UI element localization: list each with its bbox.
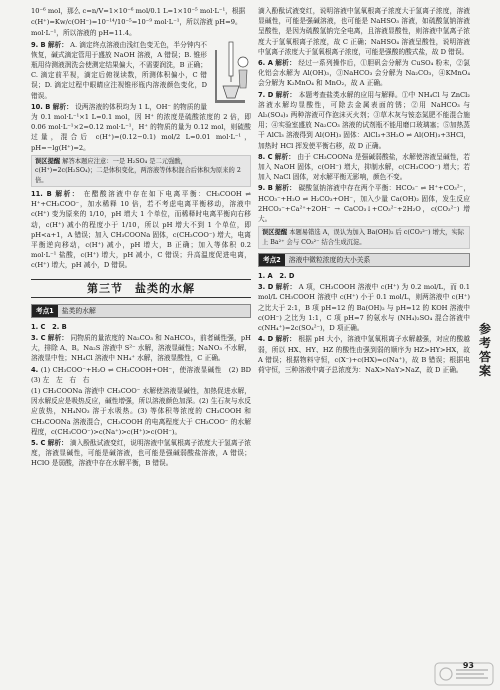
calc-line: c(H⁺)=Kw/c(OH⁻)=10⁻¹⁴/10⁻⁵=10⁻⁹ mol·L⁻¹，所以溶液 pH=9。 xyxy=(31,18,242,27)
question-4-detail: (1) CH₃COONa 溶液中 CH₃COO⁻ 水解使溶液显碱性，加热促进水解，因水解反应是吸热反应，碱性增强，所以溶液颜色加深。(2) 生石灰与水反应放热，NH₄NO₃ 溶于水吸热。(3) 等体积等浓度的 CH₃COOH 和 CH₃COONa 溶液混合，CH₃COOH 的电离程度大于 CH₃COO⁻ 的水解程度，c(CH₃COO⁻)>c(Na⁺)>c(H⁺)>c(OH⁻)。 xyxy=(31,386,251,436)
question-3 xyxy=(31,333,251,364)
question-number: 7. D xyxy=(258,90,274,99)
hint-label: 误区提醒 xyxy=(262,229,288,237)
side-tab-answers: 参考答案 xyxy=(478,322,491,378)
question-number: 8. C xyxy=(258,152,273,161)
question-number: 9. B xyxy=(31,40,46,49)
question-number: 3. C xyxy=(31,333,46,342)
question-4 xyxy=(258,334,470,375)
analysis-tag: 解析： xyxy=(52,102,73,111)
section-title: 第三节 盐类的水解 xyxy=(31,279,251,298)
analysis-tag: 解析： xyxy=(274,152,296,161)
analysis-tag: 解析： xyxy=(275,283,297,292)
answer-text: (1) CH₃COO⁻+H₂O ⇌ CH₃COOH+OH⁻，使溶液显碱性 (2) BD (3) 左 左 右 右 xyxy=(31,365,258,384)
question-3 xyxy=(258,282,470,333)
calc-line: mol·L⁻¹，所以溶液的 pH=11.4。 xyxy=(31,29,136,38)
analysis-tag: 解析： xyxy=(275,90,297,99)
question-9 xyxy=(258,183,470,224)
right-column xyxy=(258,6,470,376)
analysis-tag: 解析： xyxy=(47,40,68,49)
watermark-logo-icon xyxy=(434,662,494,686)
analysis-text: 设两溶液的体积均为 1 L，OH⁻ 的物质的量为 0.1 mol·L⁻¹×1 L=0.1 mol，因 H⁺ 的浓度是硫酸浓度的 2 倍，即 0.06 mol·L⁻¹×2=0.12 mol·L⁻¹，H⁺ 的物质的量为 0.12 mol，则硫酸过量，混合后 c(H⁺)=(0.12−0.1) mol/2 L=0.01 mol·L⁻¹，pH=−lg(H⁺)=2。 xyxy=(31,102,251,152)
question-4 xyxy=(31,365,258,385)
knowledge-point-label: 考点1 xyxy=(32,305,58,317)
question-11 xyxy=(31,189,251,271)
question-7 xyxy=(258,90,470,151)
question-number: 11. B xyxy=(31,190,52,199)
hint-text: 解答本题应注意：一是 H₂SO₄ 是二元强酸，c(H⁺)=2c(H₂SO₄)；二是体积变化，两溶液等体积混合后体积为原来的 2 倍。 xyxy=(35,157,241,184)
error-hint-box xyxy=(258,226,470,249)
question-9 xyxy=(31,40,251,101)
knowledge-point-bar xyxy=(258,253,470,267)
error-hint-box xyxy=(31,155,251,187)
hint-label: 误区提醒 xyxy=(35,157,61,165)
analysis-text: 根据 pH 大小，溶液中氢氧根离子水解越强，对应的酸越弱，所以 HX、HY、HZ 的酸性由强到弱的顺序为 HZ>HY>HX，故 A 错误；根据物料守恒，c(X⁻)+c(HX)=c(Na⁺)，故 B 错误；根据电荷守恒，三种溶液中离子总浓度为：NaX>NaY>NaZ，故 D 正确。 xyxy=(258,335,470,374)
analysis-tag: 解析： xyxy=(47,438,68,447)
analysis-text: 经过一系列操作后，①胆矾会分解为 CuSO₄ 粉末，②氯化铝会水解为 Al(OH)₃，③NaHCO₃ 会分解为 Na₂CO₃，④KMnO₄ 会分解为 K₂MnO₄ 和 MnO₂，故 A 正确。 xyxy=(258,59,470,88)
analysis-tag: 解析： xyxy=(275,335,297,344)
analysis-text: A 项，CH₃COOH 溶液中 c(H⁺) 为 0.2 mol/L，而 0.1 mol/L CH₃COOH 溶液中 c(H⁺) 小于 0.1 mol/L，则两溶液中 c(H⁺) 之比大于 2:1，B 项 pH=12 的 Ba(OH)₂ 与 pH=12 的 KOH 溶液中 c(OH⁻) 之比为 1:1，C 项 pH=7 的氨水与 (NH₄)₂SO₄ 混合溶液中 c(NH₄⁺)=2c(SO₄²⁻)，D 项正确。 xyxy=(258,283,470,333)
question-number: 4. xyxy=(31,365,39,374)
answer-line: 1. C 2. B xyxy=(31,322,67,331)
question-number: 9. B xyxy=(258,184,273,193)
left-column xyxy=(31,6,258,470)
question-8 xyxy=(258,152,470,183)
analysis-text: 同物质的量浓度的 Na₂CO₃ 和 NaHCO₃，前者碱性强，pH 大，排除 A、B。Na₂S 溶液中 S²⁻ 水解，溶液显碱性；NaNO₃ 不水解，溶液显中性；NH₄Cl 溶液中 NH₄⁺ 水解，溶液显酸性，C 正确。 xyxy=(31,333,251,363)
analysis-text: 碳酸氢钠溶液中存在两个平衡：HCO₃⁻ ⇌ H⁺+CO₃²⁻，HCO₃⁻+H₂O ⇌ H₂CO₃+OH⁻，加入少量 Ca(OH)₂ 固体，发生反应 2HCO₃⁻+Ca²⁺+2OH⁻ → CaCO₃↓+CO₃²⁻+2H₂O，c(CO₃²⁻) 增大。 xyxy=(258,184,471,224)
question-number: 10. B xyxy=(31,102,51,111)
continued-text: 滴入酚酞试液变红，说明溶液中氢氧根离子浓度大于氢离子浓度，溶液显碱性，可能是强碱溶液，也可能是 NaHSO₃ 溶液，如硫酸氢钠溶液呈酸性，是因为硫酸氢钠完全电离，且溶液显酸性，则溶液中氢离子浓度大于氢氧根离子浓度，故 C 正确；NaHSO₄ 溶液呈酸性，说明溶液中氢离子浓度大于氢氧根离子浓度，可能是强酸的酸式盐，故 D 错误。 xyxy=(258,7,470,56)
answer-line: 1. A 2. D xyxy=(258,272,295,281)
analysis-tag: 解析： xyxy=(275,59,296,68)
calc-line: 10⁻⁶ mol，那么 c=n/V=1×10⁻⁶ mol/0.1 L=1×10⁻⁵ mol·L⁻¹，根据 xyxy=(31,7,246,15)
analysis-text: 本题考查盐类水解的应用与解释。①中 NH₄Cl 与 ZnCl₂ 溶液水解均显酸性，可除去金属表面的锈；②用 NaHCO₃ 与 Al₂(SO₄)₃ 两种溶液可作泡沫灭火剂；③草木灰与铵态氮肥不能混合施用；④实验室盛放 Na₂CO₃ 溶液的试剂瓶不能用磨口玻璃塞；⑤加热蒸干 AlCl₃ 溶液得到 Al(OH)₃ 固体：AlCl₃+3H₂O ⇌ Al(OH)₃+3HCl，加热时 HCl 挥发使平衡右移，故 D 正确。 xyxy=(258,90,470,150)
question-number: 3. D xyxy=(258,283,274,292)
question-number: 6. A xyxy=(258,59,273,68)
analysis-text: 滴入酚酞试液变红，说明溶液中氢氧根离子浓度大于氢离子浓度，溶液显碱性，可能是碱溶液，也可能是强碱弱酸盐溶液，A 错误；HClO 是弱酸，溶液中存在水解平衡，B 错误。 xyxy=(31,438,251,468)
knowledge-point-label: 考点2 xyxy=(259,254,285,266)
question-5 xyxy=(31,438,251,469)
titration-figure-icon xyxy=(211,40,251,106)
question-number: 5. C xyxy=(31,438,46,447)
question-10 xyxy=(31,102,251,153)
analysis-text: 由于 CH₃COONa 是强碱弱酸盐，水解使溶液呈碱性，若加入 NaOH 固体，c(OH⁻) 增大，抑制水解，c(CH₃COO⁻) 增大；若加入 NaCl 固体，对水解平衡无影响，颜色不变。 xyxy=(258,152,470,182)
knowledge-point-title: 溶液中微粒浓度的大小关系 xyxy=(288,255,371,264)
question-6 xyxy=(258,58,470,89)
analysis-tag: 解析： xyxy=(47,333,69,342)
analysis-text: A. 滴定终点溶液由浅红色变无色，半分钟内不恢复，碱式滴定管用于盛放 NaOH 溶液，A 错误；B. 锥形瓶用待测液润洗会使测定结果偏大，不需要润洗，B 正确；C. 滴定前平视，滴定后俯视读数，所测体积偏小，C 错误；D. 滴定过程中眼睛应注视锥形瓶内溶液颜色变化，D 错误。 xyxy=(31,40,207,100)
knowledge-point-title: 盐类的水解 xyxy=(61,306,96,315)
hint-text: 本题易错选 A，误认为加入 Ba(OH)₂ 后 c(CO₃²⁻) 增大，实际上 Ba²⁺ 会与 CO₃²⁻ 结合生成沉淀。 xyxy=(262,229,465,246)
knowledge-point-bar xyxy=(31,304,251,318)
analysis-tag: 解析： xyxy=(55,190,80,199)
analysis-text: 在醋酸溶液中存在如下电离平衡：CH₃COOH ⇌ H⁺+CH₃COO⁻，加水稀释 10 倍，若不考虑电离平衡移动，溶液中 c(H⁺) 变为原来的 1/10，pH 增大 1 个单位，而稀释时电离平衡向右移动，c(H⁺) 减小的程度小于 1/10，所以 pH 增大不到 1 个单位，即 pH<a+1，A 错误；加入 CH₃COONa 固体，c(CH₃COO⁻) 增大，电离平衡逆向移动，c(H⁺) 减小，pH 增大，B 正确；加入等体积 0.2 mol·L⁻¹ 盐酸，c(H⁺) 增大，pH 减小，C 错误；升高温度促进电离，c(H⁺) 增大，pH 减小，D 错误。 xyxy=(31,190,251,270)
question-number: 4. D xyxy=(258,335,274,344)
analysis-tag: 解析： xyxy=(275,184,297,193)
page-number: 93 xyxy=(462,661,474,670)
